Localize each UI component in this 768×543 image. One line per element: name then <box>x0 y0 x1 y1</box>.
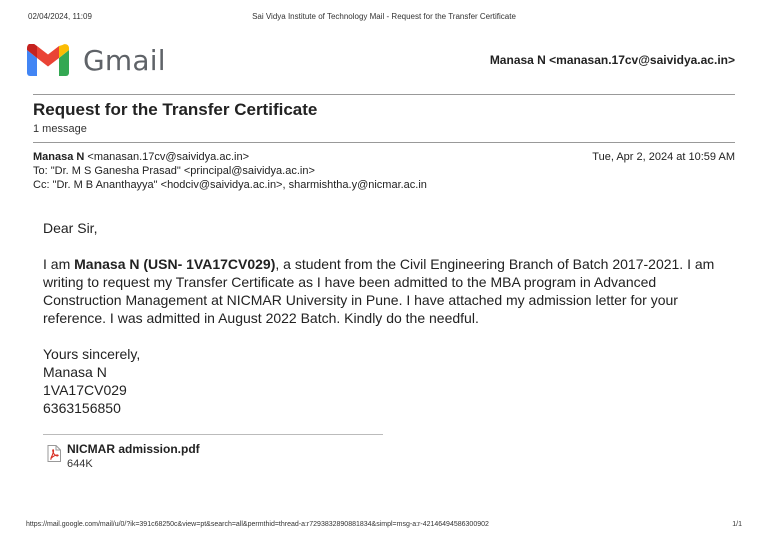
attachment[interactable] <box>47 442 200 470</box>
sender-line <box>33 151 735 163</box>
pdf-icon <box>47 445 61 462</box>
message-date: Tue, Apr 2, 2024 at 10:59 AM <box>592 151 735 163</box>
to-line: To: "Dr. M S Ganesha Prasad" <principal@saividya.ac.in> <box>33 165 315 177</box>
body-intro: I am <box>43 256 75 272</box>
sender-email: <manasan.17cv@saividya.ac.in> <box>87 151 250 163</box>
gmail-wordmark: Gmail <box>83 43 166 77</box>
attachment-name[interactable]: NICMAR admission.pdf <box>67 442 200 456</box>
closing: Yours sincerely, <box>43 346 141 362</box>
greeting: Dear Sir, <box>43 220 98 236</box>
divider <box>33 142 735 143</box>
page-number: 1/1 <box>732 521 742 528</box>
account-label: Manasa N <manasan.17cv@saividya.ac.in> <box>489 53 735 67</box>
message-count: 1 message <box>33 123 87 135</box>
body-main: , a student from the Civil Engineering Branch of Batch 2017-2021. I am writing to request my Transfer Certificate as I have been admitted to the MBA program in Advanced Construction Management at NICMAR University in Pune. I have attached my admission letter for your reference. I was admitted in August 2022 Batch. Kindly do the needful. <box>43 256 715 326</box>
signature-phone: 6363156850 <box>43 400 121 416</box>
attachment-divider <box>43 434 383 435</box>
gmail-logo <box>27 40 167 80</box>
signature-name: Manasa N <box>43 364 107 380</box>
student-identity: Manasa N (USN- 1VA17CV029) <box>74 256 276 272</box>
sender-name: Manasa N <box>33 151 85 163</box>
divider <box>33 94 735 95</box>
message-body <box>43 219 719 417</box>
cc-line: Cc: "Dr. M B Ananthayya" <hodciv@saividya.ac.in>, sharmishtha.y@nicmar.ac.in <box>33 179 427 191</box>
thread-subject: Request for the Transfer Certificate <box>33 100 318 119</box>
signature-usn: 1VA17CV029 <box>43 382 127 398</box>
gmail-logo-icon <box>27 44 69 76</box>
body-paragraph <box>43 255 719 327</box>
print-header <box>28 12 740 26</box>
print-title: Sai Vidya Institute of Technology Mail - Request for the Transfer Certificate <box>252 12 516 21</box>
attachment-size: 644K <box>67 458 93 470</box>
print-footer <box>26 521 742 531</box>
print-datetime: 02/04/2024, 11:09 <box>28 12 92 21</box>
print-url: https://mail.google.com/mail/u/0/?ik=391c68250c&view=pt&search=all&permthid=thread-a:r7293832890881834&simpl=msg-a:r-4214649458630090​2 <box>26 521 489 528</box>
